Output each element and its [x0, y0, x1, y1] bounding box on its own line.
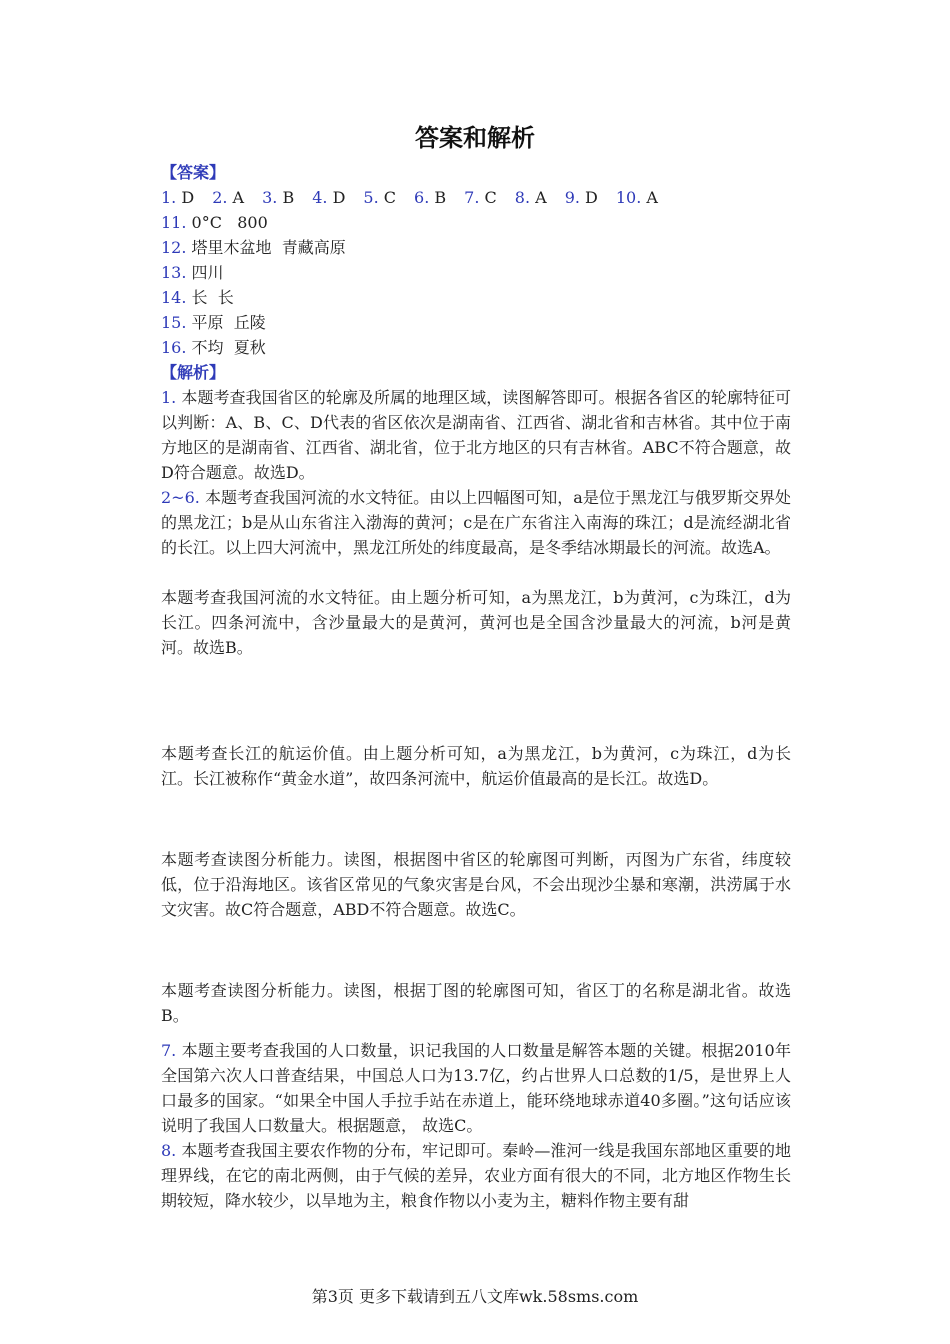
answer-line	[161, 210, 791, 235]
analysis-q3: 本题考查我国河流的水文特征。由上题分析可知，a为黑龙江，b为黄河，c为珠江，d为长江。四条河流中，含沙量最大的是黄河，黄河也是全国含沙量最大的河流，b河是黄河。故选B。	[161, 588, 791, 657]
answer-item	[515, 188, 547, 207]
analysis-q4: 本题考查长江的航运价值。由上题分析可知，a为黑龙江，b为黄河，c为珠江，d为长江。长江被称作“黄金水道”，故四条河流中，航运价值最高的是长江。故选D。	[161, 744, 791, 788]
answer-value: 平原 丘陵	[191, 313, 266, 332]
answer-number: 10.	[615, 188, 642, 207]
analysis-heading: 【解析】	[161, 363, 226, 382]
answer-number: 9.	[564, 188, 580, 207]
answer-item	[363, 188, 396, 207]
answer-value: A	[232, 188, 245, 207]
answers-row-1	[161, 185, 791, 210]
answer-line	[161, 335, 791, 360]
answer-value: D	[332, 188, 346, 207]
answer-number: 11.	[161, 213, 187, 232]
q1-text: 本题考查我国省区的轮廓及所属的地理区域，读图解答即可。根据各省区的轮廓特征可以判断：A、B、C、D代表的省区依次是湖南省、江西省、湖北省和吉林省。其中位于南方地区的是湖南省、江西省、湖北省，位于北方地区的只有吉林省。ABC不符合题意，故D符合题意。故选D。	[161, 388, 791, 482]
answer-item	[262, 188, 294, 207]
analysis-q6: 本题考查读图分析能力。读图，根据丁图的轮廓图可知，省区丁的名称是湖北省。故选B。	[161, 981, 791, 1025]
answer-line	[161, 310, 791, 335]
answer-value: D	[585, 188, 598, 207]
answer-value: 长 长	[191, 288, 234, 307]
q8-text: 本题考查我国主要农作物的分布，牢记即可。秦岭—淮河一线是我国东部地区重要的地理界线，在它的南北两侧，由于气候的差异，农业方面有很大的不同，北方地区作物生长期较短，降水较少，以旱地为主，粮食作物以小麦为主，糖料作物主要有甜	[161, 1141, 791, 1210]
answer-value: A	[646, 188, 658, 207]
answer-number: 2.	[212, 188, 228, 207]
q7-number: 7.	[161, 1041, 177, 1060]
answer-number: 1.	[161, 188, 177, 207]
answer-value: 不均 夏秋	[191, 338, 266, 357]
analysis-q1	[161, 385, 791, 485]
answer-value: D	[181, 188, 195, 207]
answers-heading: 【答案】	[161, 163, 226, 182]
answer-item	[616, 188, 658, 207]
answer-value: A	[535, 188, 547, 207]
q2-number: 2~6.	[161, 488, 200, 507]
answer-number: 6.	[414, 188, 430, 207]
answer-number: 5.	[363, 188, 379, 207]
answer-number: 12.	[161, 238, 187, 257]
answer-item	[464, 188, 497, 207]
answer-number: 16.	[161, 338, 187, 357]
analysis-q5: 本题考查读图分析能力。读图，根据图中省区的轮廓图可判断，丙图为广东省，纬度较低，位于沿海地区。该省区常见的气象灾害是台风，不会出现沙尘暴和寒潮，洪涝属于水文灾害。故C符合题意，ABD不符合题意。故选C。	[161, 850, 791, 919]
answer-item	[414, 188, 446, 207]
answer-number: 15.	[161, 313, 187, 332]
page-title: 答案和解析	[415, 124, 535, 152]
content-body	[161, 160, 791, 1213]
answer-line	[161, 260, 791, 285]
answer-value: 塔里木盆地 青藏高原	[191, 238, 346, 257]
answer-number: 7.	[464, 188, 480, 207]
answer-value: B	[434, 188, 447, 207]
answer-value: 0°C 800	[191, 213, 268, 232]
analysis-q2-6	[161, 485, 791, 560]
answer-number: 13.	[161, 263, 187, 282]
answer-value: B	[282, 188, 295, 207]
answer-item	[212, 188, 244, 207]
q1-number: 1.	[161, 388, 177, 407]
answer-number: 3.	[262, 188, 278, 207]
answer-item	[161, 188, 194, 207]
answer-value: C	[383, 188, 397, 207]
q2-text: 本题考查我国河流的水文特征。由以上四幅图可知，a是位于黑龙江与俄罗斯交界处的黑龙江；b是从山东省注入渤海的黄河；c是在广东省注入南海的珠江；d是流经湖北省的长江。以上四大河流中，黑龙江所处的纬度最高，是冬季结冰期最长的河流。故选A。	[161, 488, 791, 557]
answer-number: 4.	[312, 188, 328, 207]
page-footer: 第3页 更多下载请到五八文库wk.58sms.com	[311, 1287, 639, 1306]
answer-item	[565, 188, 598, 207]
answer-line	[161, 235, 791, 260]
answer-number: 14.	[161, 288, 187, 307]
q7-text: 本题主要考查我国的人口数量，识记我国的人口数量是解答本题的关键。根据2010年全国第六次人口普查结果，中国总人口为13.7亿，约占世界人口总数的1/5，是世界上人口最多的国家。“如果全中国人手拉手站在赤道上，能环绕地球赤道40多圈。”这句话应该说明了我国人口数量大。根据题意， 故选C。	[161, 1041, 791, 1135]
analysis-q8	[161, 1138, 791, 1213]
q8-number: 8.	[161, 1141, 177, 1160]
answer-number: 8.	[514, 188, 531, 207]
answer-item	[312, 188, 345, 207]
answer-value: 四川	[191, 263, 224, 282]
answers-list	[161, 210, 791, 360]
answer-line	[161, 285, 791, 310]
analysis-q7	[161, 1038, 791, 1138]
answer-value: C	[484, 188, 497, 207]
